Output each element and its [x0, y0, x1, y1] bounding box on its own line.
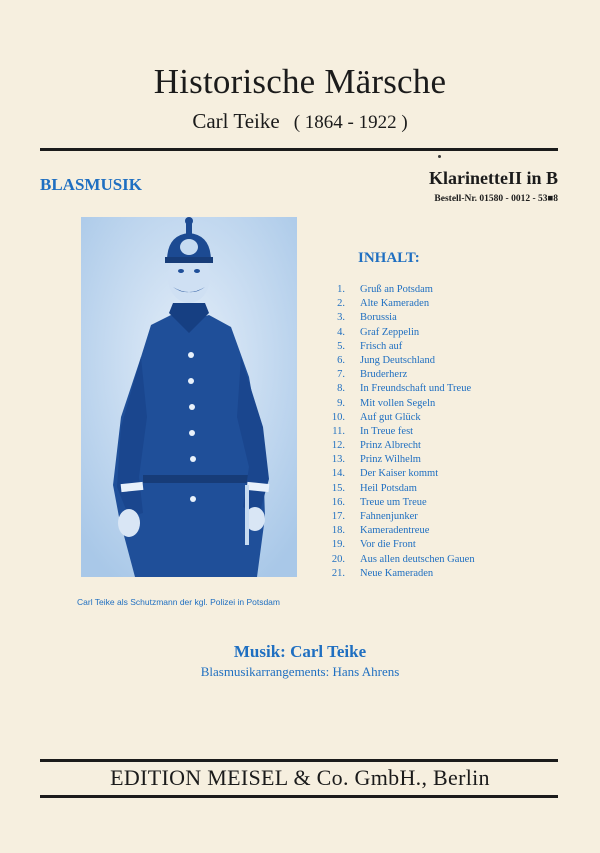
list-item — [318, 340, 568, 354]
list-item-number: 3. — [337, 312, 345, 324]
list-item-title: Treue um Treue — [360, 496, 427, 508]
list-item-title: Gruß an Potsdam — [360, 284, 433, 295]
list-item — [318, 510, 568, 524]
list-item — [318, 553, 568, 567]
list-item-title: Kameradentreue — [360, 525, 430, 537]
list-item-title: Neue Kameraden — [360, 567, 434, 579]
list-item-title: Aus allen deutschen Gauen — [360, 553, 475, 565]
list-item-number: 13. — [331, 454, 345, 466]
list-item — [318, 311, 568, 325]
instrument-label: KlarinetteII in B — [429, 168, 558, 188]
list-item-title: Alte Kameraden — [360, 298, 430, 310]
list-item — [318, 482, 568, 496]
list-item — [318, 453, 568, 467]
page-title: Historische Märsche — [153, 62, 447, 101]
list-item-title: Borussia — [360, 312, 397, 324]
list-item — [318, 326, 568, 340]
list-item-title: In Treue fest — [360, 425, 414, 437]
list-item — [318, 467, 568, 481]
publisher-name: EDITION MEISEL & Co. GmbH., Berlin — [110, 765, 490, 790]
list-item — [318, 411, 568, 425]
arrangement-credit: Blasmusikarrangements: Hans Ahrens — [200, 664, 400, 679]
list-item-number: 11. — [332, 425, 345, 437]
list-item — [318, 439, 568, 453]
list-item-title: Prinz Albrecht — [360, 440, 421, 452]
list-item-number: 10. — [331, 411, 345, 423]
list-item-number: 14. — [331, 468, 345, 480]
list-item-number: 21. — [331, 567, 345, 579]
list-item-title: Fahnenjunker — [360, 511, 418, 522]
header-divider — [40, 148, 558, 151]
list-item-title: Vor die Front — [360, 539, 416, 551]
music-credit: Musik: Carl Teike — [233, 642, 367, 661]
contents-heading: INHALT: — [358, 250, 420, 266]
list-item-title: Der Kaiser kommt — [360, 468, 439, 480]
list-item-title: Prinz Wilhelm — [360, 454, 421, 466]
list-item-title: Auf gut Glück — [360, 411, 421, 423]
category-label: BLASMUSIK — [40, 175, 143, 194]
list-item-number: 19. — [331, 539, 345, 551]
photo-caption: Carl Teike als Schutzmann der kgl. Polizei in Potsdam — [77, 597, 280, 607]
list-item-title: Frisch auf — [360, 340, 403, 352]
list-item-number: 18. — [331, 525, 345, 537]
list-item-number: 17. — [331, 511, 345, 522]
list-item — [318, 297, 568, 311]
list-item-number: 20. — [331, 553, 345, 565]
list-item — [318, 538, 568, 552]
list-item-title: In Freundschaft und Treue — [360, 383, 472, 395]
list-item-number: 2. — [337, 298, 345, 310]
list-item-number: 16. — [331, 496, 345, 508]
list-item-number: 6. — [337, 354, 345, 366]
list-item-number: 15. — [331, 482, 345, 494]
footer-divider-bottom — [40, 795, 558, 798]
list-item — [318, 425, 568, 439]
portrait-photo — [81, 217, 297, 577]
portrait-illustration — [81, 217, 297, 577]
list-item — [318, 524, 568, 538]
list-item — [318, 354, 568, 368]
contents-list — [318, 283, 568, 581]
ink-speck — [438, 155, 441, 158]
list-item-number: 4. — [337, 326, 345, 338]
list-item — [318, 567, 568, 581]
list-item-title: Jung Deutschland — [360, 354, 435, 366]
list-item — [318, 283, 568, 297]
list-item — [318, 397, 568, 411]
order-number: Bestell-Nr. 01580 - 0012 - 53■8 — [434, 194, 558, 204]
list-item-title: Mit vollen Segeln — [360, 397, 436, 409]
list-item-title: Bruderherz — [360, 369, 408, 381]
footer-divider-top — [40, 759, 558, 762]
list-item-number: 8. — [337, 383, 345, 395]
list-item — [318, 496, 568, 510]
list-item-number: 12. — [331, 440, 345, 452]
list-item-number: 9. — [337, 397, 345, 409]
composer-years: ( 1864 - 1922 ) — [293, 112, 408, 133]
list-item-title: Graf Zeppelin — [360, 326, 420, 338]
composer-line — [0, 108, 600, 136]
composer-name: Carl Teike — [192, 109, 280, 133]
list-item — [318, 368, 568, 382]
list-item-number: 7. — [337, 369, 345, 381]
list-item-number: 1. — [337, 284, 345, 295]
list-item-number: 5. — [337, 340, 345, 352]
list-item-title: Heil Potsdam — [360, 482, 417, 494]
list-item — [318, 382, 568, 396]
